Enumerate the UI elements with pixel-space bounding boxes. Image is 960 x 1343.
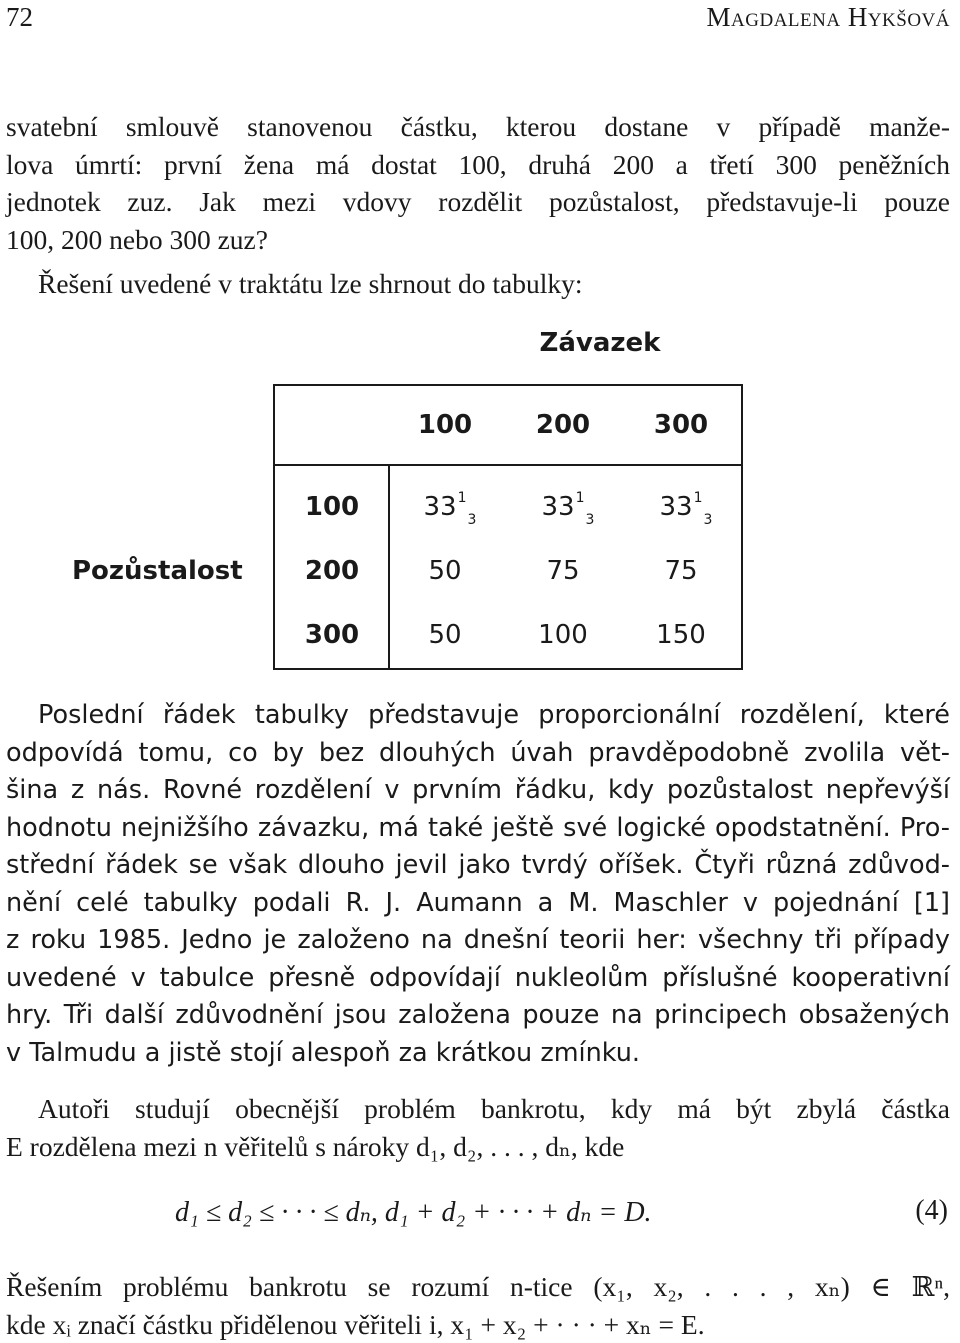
- text-line: z roku 1985. Jedno je založeno na dnešní teorii her: všechny tři případy: [6, 925, 950, 955]
- text-line: hodnotu nejnižšího závazku, má také ještě své logické opodstatnění. Pro-: [6, 812, 950, 843]
- paragraph-table-intro: [6, 265, 950, 303]
- text-line: Řešení uvedené v traktátu lze shrnout do tabulky:: [38, 268, 583, 299]
- text-line: jednotek zuz. Jak mezi vdovy rozdělit pozůstalost, představuje-li pouze: [6, 186, 950, 217]
- equation: d₁ ≤ d₂ ≤ · · · ≤ dₙ, d₁ + d₂ + · · · + dₙ = D.: [175, 1197, 652, 1228]
- running-head: Magdalena Hykšová: [706, 2, 950, 32]
- text-line: uvedené v tabulce přesně odpovídají nukleolům příslušné kooperativní: [6, 962, 950, 993]
- table-cell: 50: [428, 556, 462, 586]
- text-line: lova úmrtí: první žena má dostat 100, druhá 200 a třetí 300 peněžních: [6, 148, 950, 180]
- table-cell: $33^1$ 3: [659, 490, 713, 528]
- table-cell: $33^1$ 3: [541, 490, 595, 528]
- paragraph-solution: [6, 1268, 950, 1343]
- text-line: kde xᵢ značí částku přidělenou věřiteli i, x₁ + x₂ + · · · + xₙ = E.: [6, 1308, 705, 1340]
- text-line: Poslední řádek tabulky představuje proporcionální rozdělení, které: [38, 700, 950, 730]
- table-cell: $33^1$ 3: [423, 490, 477, 528]
- text-line: hry. Tři další zdůvodnění jsou založena pouze na principech obsažených: [6, 1000, 950, 1030]
- text-line: Autoři studují obecnější problém bankrotu, kdy má být zbylá částka: [38, 1093, 950, 1124]
- text-line: odpovídá tomu, co by bez dlouhých úvah pravděpodobně zvolila vět-: [6, 737, 950, 768]
- text-line: 100, 200 nebo 300 zuz?: [6, 223, 268, 255]
- paragraph-discussion: [6, 697, 950, 1072]
- table-cell: 50: [428, 620, 462, 650]
- text-line: svatební smlouvě stanovenou částku, kterou dostane v případě manže-: [6, 111, 950, 142]
- page-header: [6, 2, 950, 38]
- text-line: šina z nás. Rovné rozdělení v prvním řádku, kdy pozůstalost nepřevýší: [6, 775, 950, 805]
- text-line: E rozdělena mezi n věřitelů s nároky d₁, d₂, . . . , dₙ, kde: [6, 1130, 625, 1162]
- table-cell: 75: [546, 556, 580, 586]
- text-line: Řešením problému bankrotu se rozumí n-tice (x₁, x₂, . . . , xₙ) ∈ ℝⁿ,: [6, 1271, 950, 1302]
- row-label: 200: [304, 556, 360, 586]
- row-label: 300: [304, 620, 360, 650]
- column-header: 200: [535, 410, 591, 440]
- page-number: 72: [6, 2, 33, 32]
- paragraph-bankruptcy: [6, 1090, 950, 1165]
- equation-number: (4): [915, 1195, 948, 1226]
- column-header: 300: [653, 410, 709, 440]
- table-cell: 100: [538, 620, 588, 650]
- paragraph-intro: [6, 108, 950, 258]
- table-title: Závazek: [539, 328, 661, 358]
- row-label: 100: [304, 492, 360, 522]
- text-line: nění celé tabulky podali R. J. Aumann a M. Maschler v pojednání [1]: [6, 887, 950, 918]
- row-header: Pozůstalost: [72, 556, 243, 586]
- table-divider-horizontal: [273, 464, 743, 466]
- column-header: 100: [417, 410, 473, 440]
- text-line: střední řádek se však dlouho jevil jako tvrdý oříšek. Čtyři různá zdůvod-: [6, 850, 950, 880]
- text-line: v Talmudu a jistě stojí alespoň za krátkou zmínku.: [6, 1037, 641, 1068]
- table-cell: 150: [656, 620, 706, 650]
- table-cell: 75: [664, 556, 698, 586]
